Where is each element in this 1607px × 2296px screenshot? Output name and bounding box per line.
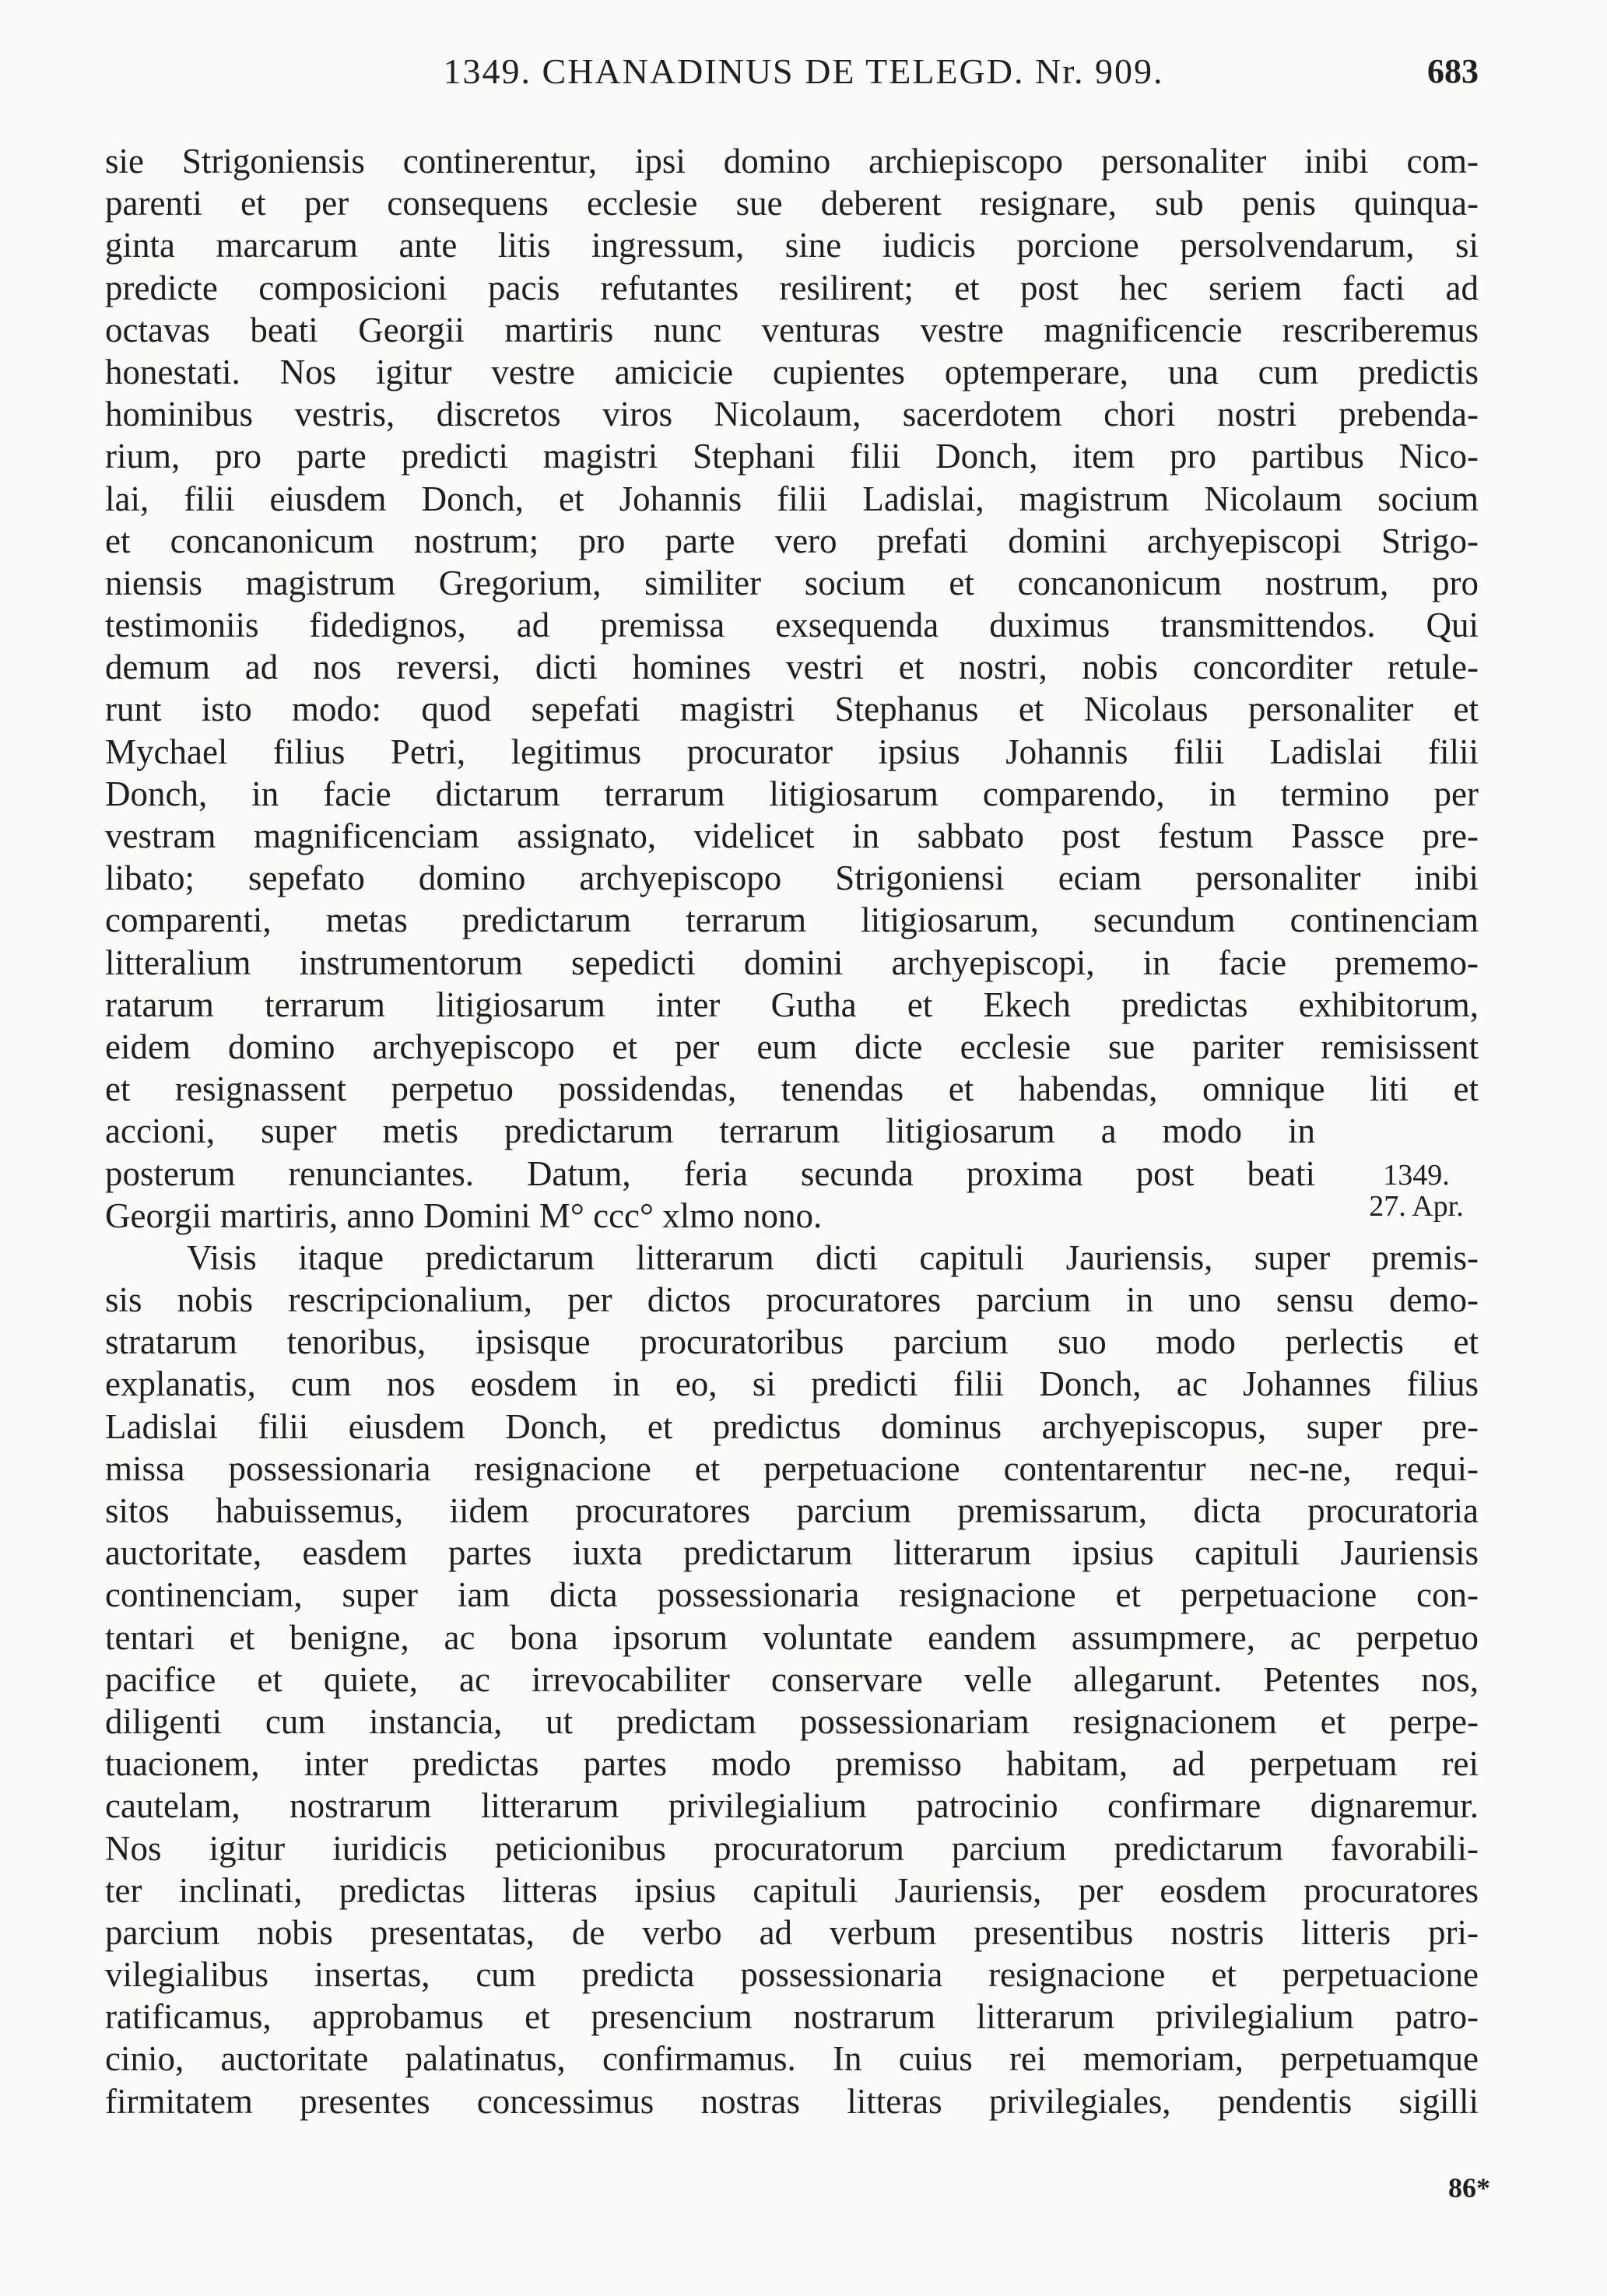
text-line: predicte composicioni pacis refutantes resilirent; et post hec seriem facti ad [105, 268, 1479, 307]
text-line: demum ad nos reversi, dicti homines vestri et nostri, nobis concorditer retule- [105, 648, 1479, 687]
text-line: libato; sepefato domino archyepiscopo Strigoniensi eciam personaliter inibi [105, 858, 1479, 898]
text-line: hominibus vestris, discretos viros Nicolaum, sacerdotem chori nostri prebenda- [105, 395, 1479, 434]
text-line: litteralium instrumentorum sepedicti domini archyepiscopi, in facie prememo- [105, 943, 1479, 982]
text-line: honestati. Nos igitur vestre amicicie cupientes optemperare, una cum predictis [105, 352, 1479, 391]
text-line: comparenti, metas predictarum terrarum litigiosarum, secundum continenciam [105, 900, 1479, 940]
signature-mark: 86* [1448, 2172, 1490, 2203]
text-line: et resignassent perpetuo possidendas, tenendas et habendas, omnique liti et [105, 1069, 1479, 1109]
text-line: Georgii martiris, anno Domini M° ccc° xlmo nono. [105, 1195, 823, 1235]
text-line: sis nobis rescripcionalium, per dictos procuratores parcium in uno sensu demo- [105, 1280, 1479, 1320]
document-body [105, 140, 1479, 2122]
text-line: Visis itaque predictarum litterarum dicti capituli Jauriensis, super premis- [187, 1238, 1479, 1277]
text-line: testimoniis fidedignos, ad premissa exsequenda duximus transmittendos. Qui [105, 606, 1479, 645]
text-line: posterum renunciantes. Datum, feria secunda proxima post beati [105, 1153, 1315, 1193]
text-line: runt isto modo: quod sepefati magistri Stephanus et Nicolaus personaliter et [105, 690, 1479, 729]
text-line: sitos habuissemus, iidem procuratores parcium premissarum, dicta procuratoria [105, 1491, 1479, 1530]
text-line: et concanonicum nostrum; pro parte vero prefati domini archyepiscopi Strigo- [105, 521, 1479, 560]
text-line: rium, pro parte predicti magistri Stephani filii Donch, item pro partibus Nico- [105, 437, 1479, 476]
text-line: eidem domino archyepiscopo et per eum dicte ecclesie sue pariter remisissent [105, 1027, 1479, 1066]
text-line: explanatis, cum nos eosdem in eo, si predicti filii Donch, ac Johannes filius [105, 1364, 1479, 1404]
text-line: vestram magnificenciam assignato, videlicet in sabbato post festum Passce pre- [105, 816, 1479, 855]
text-line: stratarum tenoribus, ipsisque procuratoribus parcium suo modo perlectis et [105, 1322, 1479, 1362]
text-line: parcium nobis presentatas, de verbo ad verbum presentibus nostris litteris pri- [105, 1912, 1479, 1952]
text-line: ginta marcarum ante litis ingressum, sine iudicis porcione persolvendarum, si [105, 226, 1479, 265]
page-number: 683 [1427, 52, 1479, 90]
text-line: parenti et per consequens ecclesie sue deberent resignare, sub penis quinqua- [105, 184, 1479, 223]
text-line: tentari et benigne, ac bona ipsorum voluntate eandem assumpmere, ac perpetuo [105, 1617, 1479, 1657]
text-line: cinio, auctoritate palatinatus, confirmamus. In cuius rei memoriam, perpetuamque [105, 2039, 1479, 2079]
text-line: vilegialibus insertas, cum predicta possessionaria resignacione et perpetuacione [105, 1955, 1479, 1995]
text-line: Mychael filius Petri, legitimus procurator ipsius Johannis filii Ladislai filii [105, 732, 1479, 771]
running-title: 1349. CHANADINUS DE TELEGD. Nr. 909. [443, 51, 1164, 91]
text-line: lai, filii eiusdem Donch, et Johannis filii Ladislai, magistrum Nicolaum socium [105, 479, 1479, 518]
margin-year: 1349. [1383, 1159, 1450, 1192]
margin-date-note [1339, 1160, 1494, 1222]
running-header [0, 48, 1607, 95]
margin-day: 27. Apr. [1369, 1190, 1464, 1223]
text-line: Donch, in facie dictarum terrarum litigiosarum comparendo, in termino per [105, 774, 1479, 813]
text-line: Nos igitur iuridicis peticionibus procuratorum parcium predictarum favorabili- [105, 1828, 1479, 1868]
text-line: ratarum terrarum litigiosarum inter Gutha et Ekech predictas exhibitorum, [105, 985, 1479, 1024]
text-line: cautelam, nostrarum litterarum privilegialium patrocinio confirmare dignaremur. [105, 1786, 1479, 1826]
text-line: accioni, super metis predictarum terrarum litigiosarum a modo in [105, 1111, 1315, 1151]
text-line: continenciam, super iam dicta possessionaria resignacione et perpetuacione con- [105, 1575, 1479, 1615]
text-line: Ladislai filii eiusdem Donch, et predictus dominus archyepiscopus, super pre- [105, 1406, 1479, 1446]
text-line: auctoritate, easdem partes iuxta predictarum litterarum ipsius capituli Jauriensis [105, 1533, 1479, 1573]
text-line: pacifice et quiete, ac irrevocabiliter conservare velle allegarunt. Petentes nos, [105, 1659, 1479, 1699]
text-line: diligenti cum instancia, ut predictam possessionariam resignacionem et perpe- [105, 1701, 1479, 1741]
text-line: firmitatem presentes concessimus nostras litteras privilegiales, pendentis sigilli [105, 2081, 1479, 2121]
text-line: octavas beati Georgii martiris nunc venturas vestre magnificencie rescriberemus [105, 310, 1479, 349]
text-line: ter inclinati, predictas litteras ipsius capituli Jauriensis, per eosdem procuratores [105, 1870, 1479, 1910]
text-line: niensis magistrum Gregorium, similiter socium et concanonicum nostrum, pro [105, 563, 1479, 602]
text-line: tuacionem, inter predictas partes modo premisso habitam, ad perpetuam rei [105, 1744, 1479, 1784]
text-line: sie Strigoniensis continerentur, ipsi domino archiepiscopo personaliter inibi com- [105, 142, 1479, 181]
text-line: missa possessionaria resignacione et perpetuacione contentarentur nec-ne, requi- [105, 1448, 1479, 1488]
text-line: ratificamus, approbamus et presencium nostrarum litterarum privilegialium patro- [105, 1997, 1479, 2037]
